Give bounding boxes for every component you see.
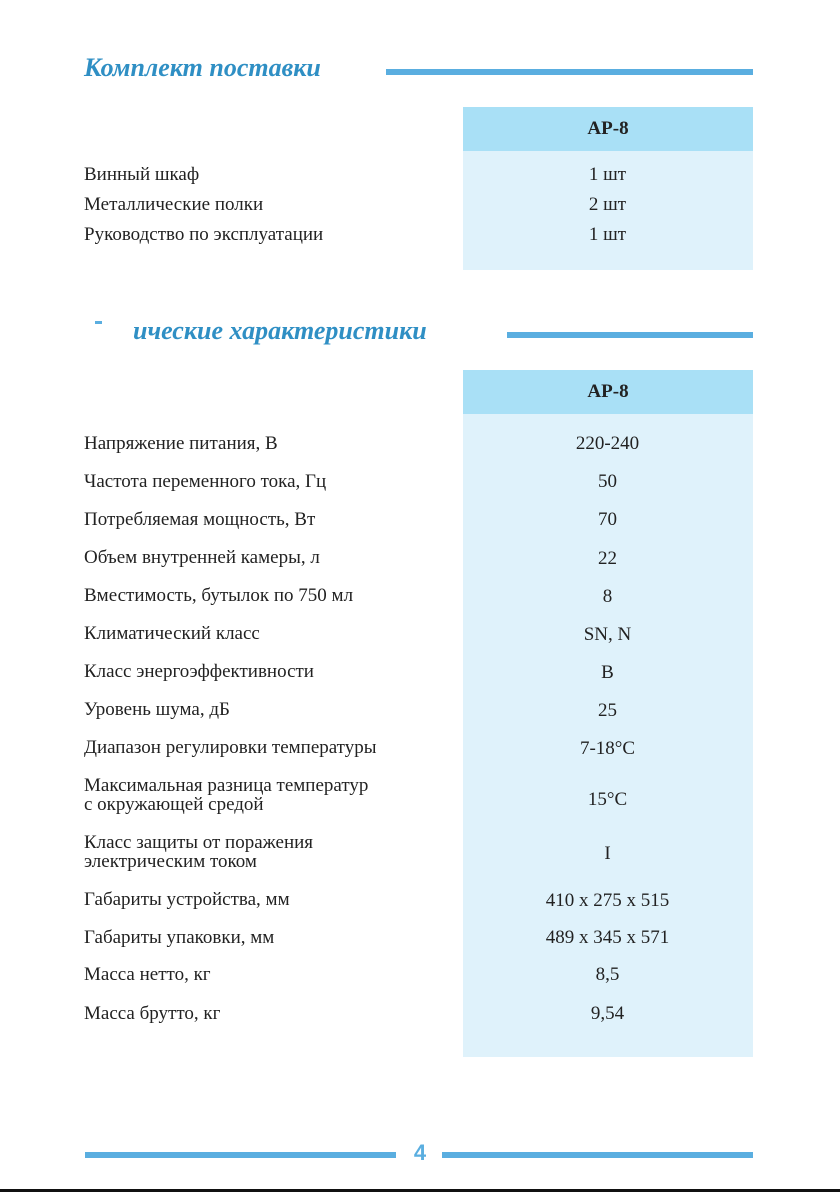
row-label: Объем внутренней камеры, л: [84, 547, 320, 568]
row-label: Потребляемая мощность, Вт: [84, 509, 316, 530]
row-value: 8,5: [595, 964, 620, 985]
section-title-delivery: Комплект поставки: [84, 53, 321, 82]
row-label-line: Класс защиты от поражения: [84, 832, 314, 853]
row-label: Класс энергоэффективности: [84, 661, 314, 682]
heading-fragment-mark: [95, 321, 102, 324]
row-label: Металлические полки: [84, 194, 264, 215]
row-value: I: [604, 843, 611, 864]
page-number: 4: [413, 1140, 427, 1165]
row-label: Напряжение питания, В: [84, 433, 278, 454]
row-value: 9,54: [590, 1003, 625, 1024]
row-label-line: с окружающей средой: [84, 794, 264, 815]
row-label: Уровень шума, дБ: [84, 699, 230, 720]
row-label-line: Максимальная разница температур: [84, 775, 369, 796]
row-label: Диапазон регулировки температуры: [84, 737, 377, 758]
row-label: Частота переменного тока, Гц: [84, 471, 327, 492]
row-label: Винный шкаф: [84, 164, 200, 185]
column-header: AP-8: [463, 107, 753, 151]
row-value: B: [601, 662, 614, 683]
row-label: Масса брутто, кг: [84, 1003, 221, 1024]
row-label-line: электрическим током: [84, 851, 257, 872]
footer-rule-right: [442, 1152, 753, 1158]
row-value: 22: [598, 548, 617, 569]
row-label: Масса нетто, кг: [84, 964, 211, 985]
row-label: Габариты устройства, мм: [84, 889, 290, 910]
row-label: Руководство по эксплуатации: [84, 224, 324, 245]
row-label: Климатический класс: [84, 623, 260, 644]
row-label: Габариты упаковки, мм: [84, 927, 275, 948]
row-value: SN, N: [583, 624, 632, 645]
row-value: 50: [598, 471, 617, 492]
row-value: 15°C: [587, 789, 628, 810]
row-label: Вместимость, бутылок по 750 мл: [84, 585, 354, 606]
column-header: AP-8: [463, 370, 753, 414]
row-value: 410 х 275 х 515: [545, 890, 670, 911]
row-value: 70: [598, 509, 617, 530]
row-value: 1 шт: [588, 224, 627, 245]
row-value: 25: [598, 700, 617, 721]
section-title-specs: ические характеристики: [133, 316, 427, 345]
row-value: 220-240: [575, 433, 640, 454]
row-label-multiline: [84, 833, 454, 871]
heading-rule: [386, 69, 753, 75]
row-label-multiline: [84, 776, 454, 814]
row-value: 489 х 345 х 571: [545, 927, 670, 948]
row-value: 1 шт: [588, 164, 627, 185]
heading-rule: [507, 332, 753, 338]
row-value: 7-18°C: [579, 738, 636, 759]
row-value: 2 шт: [588, 194, 627, 215]
row-value: 8: [602, 586, 613, 607]
footer-rule-left: [85, 1152, 396, 1158]
